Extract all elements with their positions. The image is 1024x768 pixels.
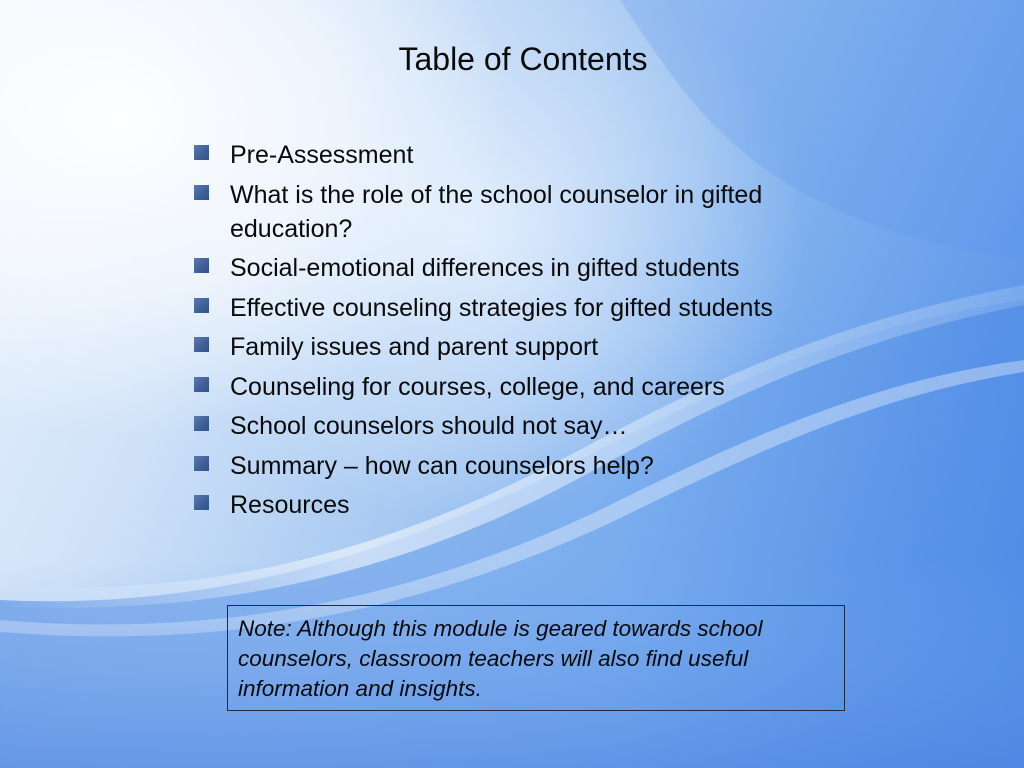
table-of-contents-list <box>192 138 872 528</box>
square-bullet-icon <box>194 298 209 313</box>
note-text: Note: Although this module is geared towards school counselors, classroom teachers will also find useful information and insights. <box>238 616 763 701</box>
square-bullet-icon <box>194 145 209 160</box>
list-item <box>192 449 872 483</box>
square-bullet-icon <box>194 185 209 200</box>
square-bullet-icon <box>194 377 209 392</box>
note-box <box>227 605 845 711</box>
square-bullet-icon <box>194 495 209 510</box>
list-item <box>192 178 872 246</box>
list-item-text: School counselors should not say… <box>230 412 628 440</box>
list-item-text: What is the role of the school counselor in gifted education? <box>230 180 763 243</box>
square-bullet-icon <box>194 258 209 273</box>
list-item <box>192 370 872 404</box>
list-item-text: Family issues and parent support <box>230 333 599 361</box>
slide-title: Table of Contents <box>398 41 648 77</box>
square-bullet-icon <box>194 456 209 471</box>
list-item <box>192 409 872 443</box>
list-item-text: Counseling for courses, college, and careers <box>230 372 725 401</box>
list-item <box>192 330 872 364</box>
list-item <box>192 291 872 325</box>
list-item-text: Social-emotional differences in gifted students <box>230 254 740 282</box>
list-item-text: Pre-Assessment <box>230 141 414 169</box>
list-item-text: Effective counseling strategies for gifted students <box>230 293 773 322</box>
list-item <box>192 488 872 522</box>
list-item-text: Summary – how can counselors help? <box>230 451 654 480</box>
list-item <box>192 251 872 285</box>
square-bullet-icon <box>194 416 209 431</box>
list-item <box>192 138 872 172</box>
list-item-text: Resources <box>230 491 350 519</box>
square-bullet-icon <box>194 337 209 352</box>
